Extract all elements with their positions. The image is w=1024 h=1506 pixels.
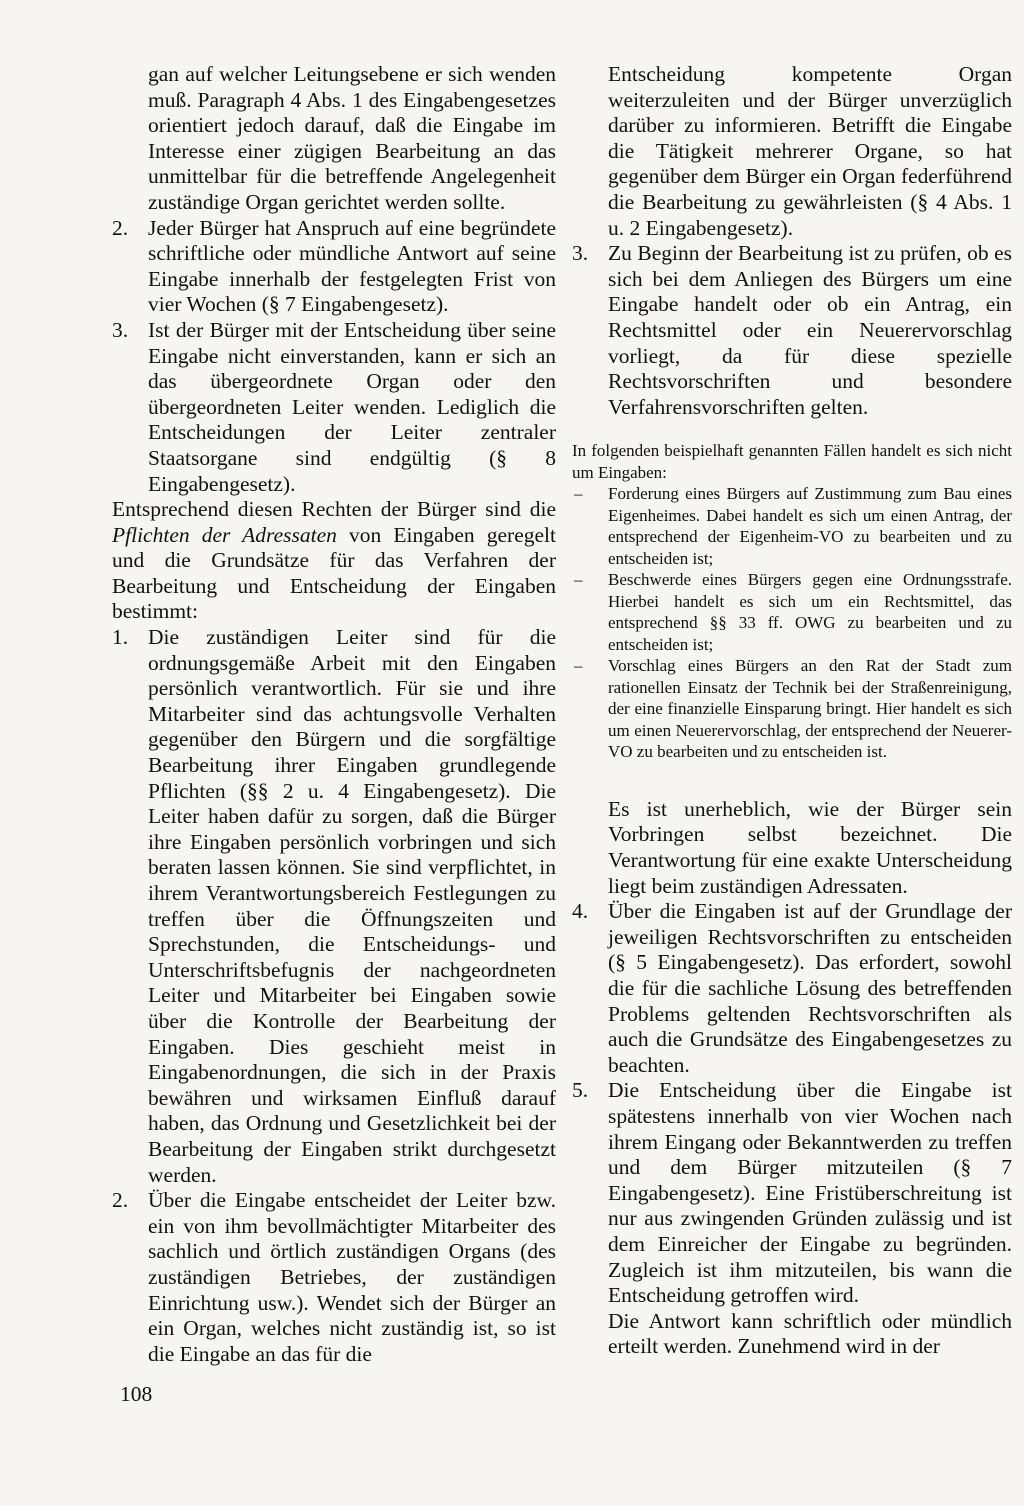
example-note bbox=[572, 440, 1012, 763]
list-number: 5. bbox=[572, 1078, 589, 1103]
list-number: 4. bbox=[572, 899, 589, 924]
page-number: 108 bbox=[120, 1382, 153, 1406]
transition-italic-phrase: Pflichten der Adressaten bbox=[112, 522, 337, 547]
transition-paragraph bbox=[112, 497, 556, 625]
list-item-5 bbox=[572, 1078, 1012, 1308]
note-intro: In folgenden beispielhaft genannten Fällen handelt es sich nicht um Eingaben: bbox=[572, 441, 1012, 482]
right-column bbox=[572, 62, 1012, 1360]
list-item-duty-2 bbox=[112, 1188, 556, 1367]
left-column bbox=[112, 62, 556, 1367]
dash-bullet: – bbox=[574, 656, 583, 676]
final-paragraph: Die Antwort kann schriftlich oder mündlich erteilt werden. Zunehmend wird in der bbox=[608, 1308, 1012, 1359]
list-text: Über die Eingabe entscheidet der Leiter bzw. ein von ihm bevollmächtigter Mitarbeiter des sachlich und örtlich zuständigen Organs (des zuständigen Betriebes, der zuständigen Einrichtung usw.). Wendet sich der Bürger an ein Organ, welches nicht zuständig ist, so ist die Eingabe an das für die bbox=[148, 1188, 556, 1366]
list-item-right-2 bbox=[112, 216, 556, 318]
list-text: Ist der Bürger mit der Entscheidung über seine Eingabe nicht einverstanden, kann er sich an das übergeordnete Organ oder den übergeordneten Leiter wenden. Lediglich die Entscheidungen der Leiter zentraler Staatsorgane sind endgültig (§ 8 Eingabengesetz). bbox=[148, 317, 556, 496]
list-number: 2. bbox=[112, 1188, 129, 1213]
note-text: Vorschlag eines Bürgers an den Rat der Stadt zum rationellen Einsatz der Technik bei der Straßenreinigung, der eine finanzielle Einsparung bringt. Hier handelt es sich um einen Neuerervorschlag, der entsprechend der Neuerer-VO zu bearbeiten und zu entscheiden ist. bbox=[608, 656, 1012, 762]
list-number: 3. bbox=[112, 317, 129, 342]
after-note-paragraph: Es ist unerheblich, wie der Bürger sein Vorbringen selbst bezeichnet. Die Verantwortung für eine exakte Unterscheidung liegt beim zuständigen Adressaten. bbox=[608, 796, 1012, 898]
list-item-right-3 bbox=[112, 318, 556, 497]
list-text: Die Entscheidung über die Eingabe ist spätestens innerhalb von vier Wochen nach ihrem Eingang oder Bekanntwerden zu treffen und dem Bürger mitzuteilen (§ 7 Eingabengesetz). Eine Fristüberschreitung ist nur aus zwingenden Gründen zulässig und ist dem Einreicher der Eingabe zu begründen. Zugleich ist ihm mitzuteilen, bis wann die Entscheidung getroffen wird. bbox=[608, 1078, 1012, 1308]
list-number: 2. bbox=[112, 215, 129, 240]
note-list-item bbox=[572, 655, 1012, 763]
list-item-3 bbox=[572, 241, 1012, 420]
note-list-item bbox=[572, 483, 1012, 569]
transition-text-before: Entsprechend diesen Rechten der Bürger sind die bbox=[112, 497, 556, 522]
list-item-4 bbox=[572, 899, 1012, 1078]
list-text: Jeder Bürger hat Anspruch auf eine begründete schriftliche oder mündliche Antwort auf seine Eingabe innerhalb der festgelegten Frist von vier Wochen (§ 7 Eingabengesetz). bbox=[148, 215, 556, 317]
note-text: Forderung eines Bürgers auf Zustimmung zum Bau eines Eigenheimes. Dabei handelt es sich um einen Antrag, der entsprechend der Eigenheim-VO zu bearbeiten und zu entscheiden ist; bbox=[608, 484, 1012, 568]
dash-bullet: – bbox=[574, 570, 583, 590]
list-number: 1. bbox=[112, 625, 129, 650]
list-text: Die zuständigen Leiter sind für die ordnungsgemäße Arbeit mit den Eingaben persönlich verantwortlich. Für sie und ihre Mitarbeiter sind das achtungsvolle Verhalten gegenüber den Bürgern und die sorgfältige Bearbeitung ihrer Eingaben grundlegende Pflichten (§§ 2 u. 4 Eingabengesetz). Die Leiter haben dafür zu sorgen, daß die Bürger ihre Eingaben persönlich vorbringen und sich beraten lassen können. Sie sind verpflichtet, in ihrem Verantwortungsbereich Festlegungen zu treffen über die Öffnungszeiten und Sprechstunden, die Entscheidungs- und Unterschriftsbefugnis der nachgeordneten Leiter und Mitarbeiter bei Eingaben sowie über die Kontrolle der Bearbeitung der Eingaben. Dies geschieht meist in Eingabenordnungen, die sich in der Praxis bewähren und wirksamen Einfluß darauf haben, das Ordnung und Gesetzlichkeit bei der Bearbeitung der Eingaben strikt durchgesetzt werden. bbox=[148, 625, 556, 1187]
list-item-duty-1 bbox=[112, 625, 556, 1188]
transition-text-after: von Eingaben geregelt und die Grundsätze für das Verfahren der Bearbeitung und Entscheidung der Eingaben bestimmt: bbox=[112, 522, 556, 624]
note-list-item bbox=[572, 569, 1012, 655]
dash-bullet: – bbox=[574, 484, 583, 504]
list-number: 3. bbox=[572, 241, 589, 266]
right-continuation: Entscheidung kompetente Organ weiterzuleiten und der Bürger unverzüglich darüber zu informieren. Betrifft die Eingabe die Tätigkeit mehrerer Organe, so hat gegenüber dem Bürger ein Organ federführend die Bearbeitung zu gewährleisten (§ 4 Abs. 1 u. 2 Eingabengesetz). bbox=[608, 62, 1012, 240]
list-text: Zu Beginn der Bearbeitung ist zu prüfen, ob es sich bei dem Anliegen des Bürgers um eine Eingabe handelt oder ob ein Antrag, ein Rechtsmittel oder ein Neuerervorschlag vorliegt, da für diese spezielle Rechtsvorschriften und besondere Verfahrensvorschriften gelten. bbox=[608, 241, 1012, 419]
note-text: Beschwerde eines Bürgers gegen eine Ordnungsstrafe. Hierbei handelt es sich um ein Rechtsmittel, das entsprechend §§ 33 ff. OWG zu bearbeiten und zu entscheiden ist; bbox=[608, 570, 1012, 654]
intro-continuation: gan auf welcher Leitungsebene er sich wenden muß. Paragraph 4 Abs. 1 des Eingabengesetzes orientiert jedoch darauf, daß die Eingabe im Interesse einer zügigen Bearbeitung an das unmittelbar für die betreffende Angelegenheit zuständige Organ gerichtet werden sollte. bbox=[148, 62, 556, 214]
list-text: Über die Eingaben ist auf der Grundlage der jeweiligen Rechtsvorschriften zu entscheiden (§ 5 Eingabengesetz). Das erfordert, sowohl die für die sachliche Lösung des betreffenden Problems geltenden Rechtsvorschriften als auch die Grundsätze des Eingabengesetzes zu beachten. bbox=[608, 899, 1012, 1077]
